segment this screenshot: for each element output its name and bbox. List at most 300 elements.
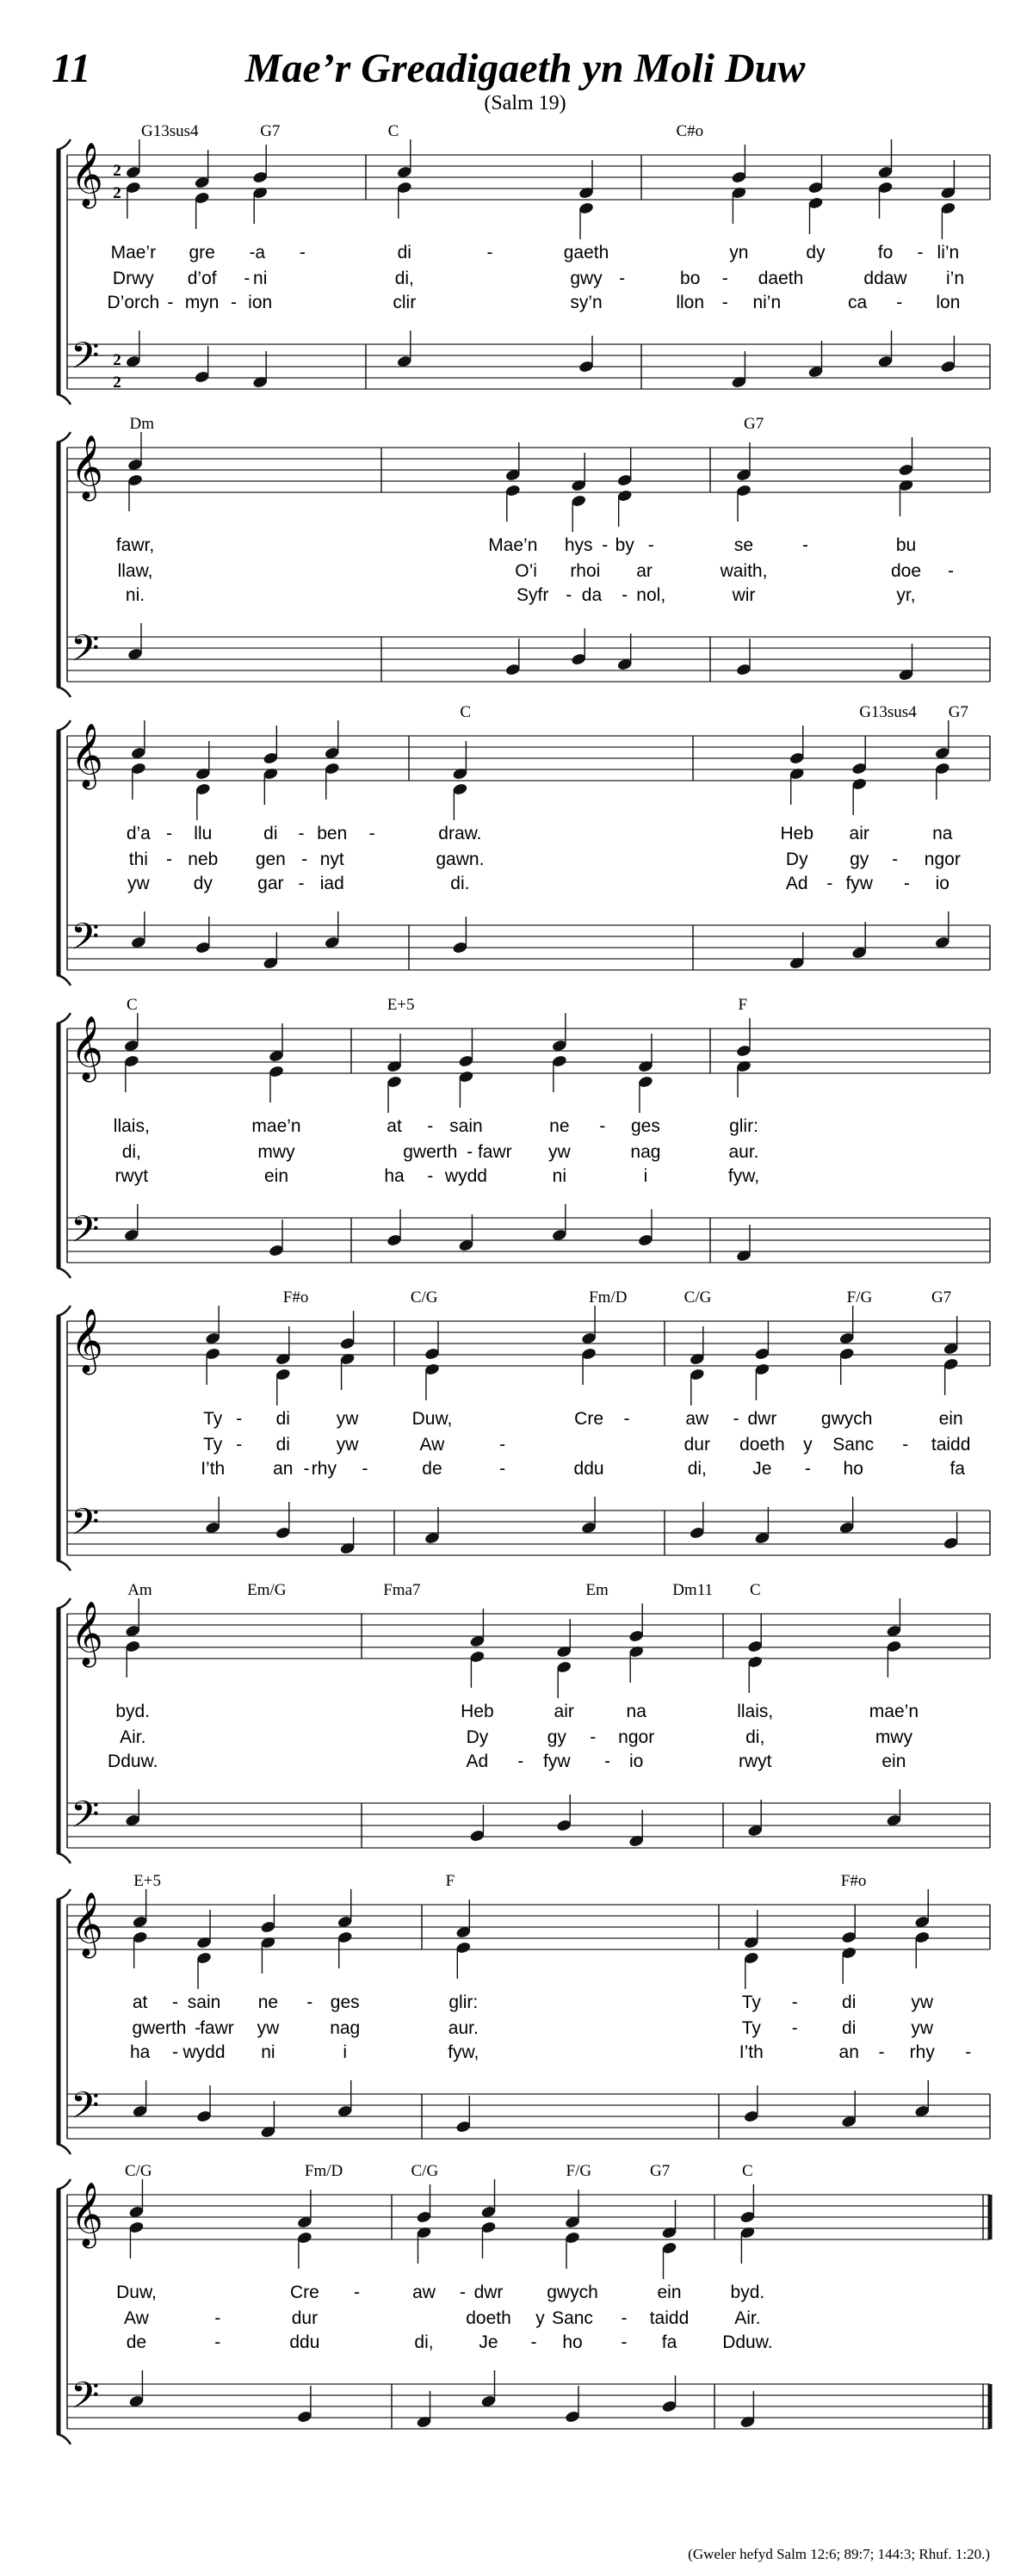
lyric-syllable: ho bbox=[843, 1459, 863, 1479]
lyric-syllable: yw bbox=[911, 1992, 934, 2012]
lyric-hyphen: - bbox=[602, 535, 609, 555]
lyric-hyphen: - bbox=[195, 2018, 201, 2038]
lyric-syllable: ar bbox=[636, 561, 653, 581]
lyric-hyphen: - bbox=[721, 293, 728, 312]
chord-symbol: C/G bbox=[410, 1288, 438, 1307]
lyric-syllable: I’th bbox=[739, 2042, 764, 2062]
bracket-bottom-hook bbox=[57, 2434, 71, 2444]
treble-clef-icon: 𝄞 bbox=[71, 1309, 103, 1373]
lyric-hyphen: - bbox=[802, 535, 808, 555]
time-signature-bottom: 2 bbox=[113, 184, 121, 202]
lyric-syllable: di, bbox=[394, 269, 414, 288]
lyric-syllable: Dduw. bbox=[722, 2332, 773, 2352]
lyric-syllable: fa bbox=[661, 2332, 677, 2352]
lyric-syllable: yw bbox=[127, 874, 150, 893]
bracket-top-hook bbox=[57, 2179, 71, 2190]
lyric-hyphen: - bbox=[306, 1992, 313, 2012]
lyric-syllable: llais, bbox=[737, 1702, 774, 1721]
lyric-syllable: gar bbox=[257, 874, 284, 893]
lyric-syllable: di bbox=[263, 824, 278, 843]
reference-footer: (Gweler hefyd Salm 12:6; 89:7; 144:3; Rhuf. 1:20.) bbox=[688, 2546, 990, 2562]
lyric-hyphen: - bbox=[619, 269, 626, 288]
lyric-hyphen: - bbox=[236, 1409, 243, 1429]
lyric-hyphen: - bbox=[791, 1992, 798, 2012]
lyric-syllable: at bbox=[387, 1116, 402, 1136]
lyric-syllable: doe bbox=[890, 561, 922, 581]
bracket-bottom-hook bbox=[57, 1853, 71, 1863]
lyric-syllable: aw bbox=[412, 2283, 436, 2302]
system-7 bbox=[57, 1872, 990, 2154]
lyric-syllable: ha bbox=[384, 1166, 405, 1186]
chord-symbol: Em bbox=[585, 1581, 609, 1599]
lyric-syllable: ddu bbox=[289, 2332, 320, 2352]
treble-clef-icon: 𝄞 bbox=[71, 2183, 103, 2246]
lyric-syllable: Sanc bbox=[832, 1435, 875, 1455]
lyric-syllable: wydd bbox=[182, 2042, 226, 2062]
lyric-syllable: io bbox=[935, 874, 949, 893]
lyric-syllable: d’of bbox=[187, 269, 217, 288]
lyric-syllable: ngor bbox=[924, 849, 961, 869]
lyric-syllable: y bbox=[803, 1435, 813, 1455]
lyric-syllable: i bbox=[343, 2042, 348, 2062]
lyric-syllable: rhy bbox=[909, 2042, 935, 2062]
lyric-syllable: Ty bbox=[203, 1409, 223, 1429]
lyric-syllable: di, bbox=[687, 1459, 707, 1479]
bracket-top-hook bbox=[57, 1598, 71, 1609]
lyric-syllable: ges bbox=[631, 1116, 660, 1136]
lyric-hyphen: - bbox=[804, 1459, 811, 1479]
lyric-hyphen: - bbox=[903, 874, 910, 893]
chord-symbol: Dm bbox=[129, 415, 154, 433]
time-signature-top: 2 bbox=[113, 351, 121, 369]
lyric-hyphen: - bbox=[172, 2042, 179, 2062]
lyric-hyphen: - bbox=[566, 585, 572, 605]
lyric-syllable: fawr bbox=[200, 2018, 234, 2038]
lyric-syllable: dwr bbox=[747, 1409, 777, 1429]
lyric-syllable: gwych bbox=[547, 2283, 598, 2302]
lyric-hyphen: - bbox=[721, 269, 728, 288]
lyric-syllable: llu bbox=[194, 824, 213, 843]
lyric-syllable: iad bbox=[319, 874, 344, 893]
lyric-syllable: gen bbox=[255, 849, 286, 869]
lyric-hyphen: - bbox=[467, 1142, 473, 1162]
lyric-syllable: fawr, bbox=[115, 535, 155, 555]
lyric-syllable: glir: bbox=[448, 1992, 479, 2012]
lyric-syllable: Aw bbox=[419, 1435, 445, 1455]
lyric-syllable: de bbox=[422, 1459, 442, 1479]
lyric-syllable: mae’n bbox=[869, 1702, 919, 1721]
lyric-hyphen: - bbox=[965, 2042, 972, 2062]
lyric-syllable: ein bbox=[881, 1751, 906, 1771]
lyric-hyphen: - bbox=[517, 1751, 524, 1771]
lyric-syllable: i bbox=[643, 1166, 648, 1186]
chord-symbol: F bbox=[445, 1872, 455, 1890]
lyric-syllable: Air. bbox=[120, 1727, 146, 1747]
treble-clef-icon: 𝄞 bbox=[71, 1602, 103, 1665]
lyric-syllable: di bbox=[275, 1435, 290, 1455]
lyric-syllable: di bbox=[842, 1992, 857, 2012]
lyric-syllable: gwy bbox=[570, 269, 603, 288]
lyric-syllable: nag bbox=[330, 2018, 361, 2038]
lyric-syllable: D’orch bbox=[107, 293, 160, 312]
lyric-syllable: gwerth bbox=[403, 1142, 458, 1162]
lyric-syllable: hys bbox=[564, 535, 593, 555]
lyric-hyphen: - bbox=[948, 561, 954, 581]
chord-symbol: C/G bbox=[411, 2162, 439, 2180]
lyric-syllable: Sanc bbox=[552, 2308, 593, 2328]
lyric-syllable: Ty bbox=[741, 2018, 761, 2038]
lyric-hyphen: - bbox=[621, 2332, 628, 2352]
lyric-syllable: Mae’r bbox=[110, 243, 157, 263]
chord-symbol: G7 bbox=[260, 122, 281, 140]
lyric-syllable: mae’n bbox=[251, 1116, 301, 1136]
lyric-syllable: Cre bbox=[289, 2283, 319, 2302]
lyric-hyphen: - bbox=[604, 1751, 611, 1771]
chord-symbol: C/G bbox=[684, 1288, 712, 1307]
bracket-top-hook bbox=[57, 1013, 71, 1023]
lyric-hyphen: - bbox=[622, 585, 628, 605]
lyric-syllable: yr, bbox=[896, 585, 916, 605]
system-3 bbox=[57, 703, 990, 985]
lyric-syllable: y bbox=[535, 2308, 545, 2328]
treble-clef-icon: 𝄞 bbox=[71, 1893, 103, 1956]
lyric-syllable: aw bbox=[685, 1409, 709, 1429]
lyric-hyphen: - bbox=[733, 1409, 739, 1429]
music-systems bbox=[57, 122, 990, 2444]
chord-symbol: Fm/D bbox=[589, 1288, 628, 1307]
lyric-hyphen: - bbox=[647, 535, 654, 555]
lyric-hyphen: - bbox=[172, 1992, 179, 2012]
lyric-hyphen: - bbox=[530, 2332, 537, 2352]
lyric-syllable: doeth bbox=[739, 1435, 785, 1455]
lyric-syllable: ni bbox=[253, 269, 268, 288]
chord-symbol: Fma7 bbox=[383, 1581, 421, 1599]
hymn-title: Mae’r Greadigaeth yn Moli Duw bbox=[244, 46, 806, 91]
lyric-syllable: gre bbox=[189, 243, 215, 263]
lyric-hyphen: - bbox=[214, 2332, 221, 2352]
lyric-hyphen: - bbox=[298, 874, 305, 893]
lyric-syllable: Duw, bbox=[116, 2283, 157, 2302]
chord-symbol: C/G bbox=[124, 2162, 152, 2180]
chord-symbol: G7 bbox=[931, 1288, 952, 1307]
lyric-syllable: ni bbox=[261, 2042, 275, 2062]
lyric-hyphen: - bbox=[896, 293, 903, 312]
bracket-bottom-hook bbox=[57, 687, 71, 697]
lyric-syllable: yw bbox=[336, 1409, 359, 1429]
lyric-hyphen: - bbox=[590, 1727, 597, 1747]
chord-symbol: F#o bbox=[840, 1872, 867, 1890]
lyric-syllable: di, bbox=[745, 1727, 765, 1747]
bracket-top-hook bbox=[57, 432, 71, 442]
treble-clef-icon: 𝄞 bbox=[71, 143, 103, 207]
bass-clef-icon: 𝄢 bbox=[71, 335, 100, 386]
lyric-syllable: ne bbox=[549, 1116, 570, 1136]
lyric-syllable: Heb bbox=[780, 824, 814, 843]
lyric-syllable: Dy bbox=[785, 849, 808, 869]
chord-symbol: G13sus4 bbox=[141, 122, 199, 140]
lyric-syllable: an bbox=[273, 1459, 294, 1479]
bracket-bottom-hook bbox=[57, 975, 71, 985]
lyric-syllable: ges bbox=[330, 1992, 360, 2012]
lyric-hyphen: - bbox=[231, 293, 237, 312]
lyric-syllable: se bbox=[733, 535, 754, 555]
lyric-syllable: Ty bbox=[203, 1435, 223, 1455]
chord-symbol: E+5 bbox=[133, 1872, 162, 1890]
lyric-syllable: gwerth bbox=[132, 2018, 187, 2038]
chord-symbol: G13sus4 bbox=[859, 703, 917, 721]
bass-clef-icon: 𝄢 bbox=[71, 916, 100, 967]
lyric-syllable: doeth bbox=[466, 2308, 511, 2328]
lyric-syllable: ion bbox=[248, 293, 273, 312]
lyric-syllable: yw bbox=[336, 1435, 359, 1455]
bracket-top-hook bbox=[57, 1306, 71, 1316]
lyric-syllable: ca bbox=[848, 293, 868, 312]
lyric-syllable: di bbox=[275, 1409, 290, 1429]
lyric-syllable: sain bbox=[187, 1992, 221, 2012]
lyric-syllable: ni. bbox=[125, 585, 145, 605]
lyric-syllable: rhy bbox=[311, 1459, 337, 1479]
lyric-syllable: yw bbox=[257, 2018, 280, 2038]
lyric-syllable: air bbox=[554, 1702, 574, 1721]
lyric-syllable: da bbox=[581, 585, 603, 605]
system-1 bbox=[57, 122, 990, 405]
chord-symbol: Dm11 bbox=[672, 1581, 713, 1599]
lyric-syllable: bu bbox=[895, 535, 917, 555]
lyric-syllable: an bbox=[838, 2042, 859, 2062]
lyric-syllable: fyw bbox=[543, 1751, 571, 1771]
lyric-syllable: ein bbox=[657, 2283, 682, 2302]
chord-symbol: C bbox=[460, 703, 472, 721]
lyric-syllable: wydd bbox=[444, 1166, 487, 1186]
chord-symbol: F/G bbox=[566, 2162, 592, 2180]
chord-symbol: Fm/D bbox=[304, 2162, 343, 2180]
lyric-hyphen: - bbox=[486, 243, 493, 263]
lyric-hyphen: - bbox=[303, 1459, 310, 1479]
lyric-syllable: I’th bbox=[201, 1459, 226, 1479]
lyric-syllable: air bbox=[849, 824, 869, 843]
lyric-syllable: ho bbox=[562, 2332, 583, 2352]
lyric-syllable: sy’n bbox=[570, 293, 603, 312]
chord-symbol: Em/G bbox=[247, 1581, 287, 1599]
lyric-hyphen: - bbox=[878, 2042, 885, 2062]
chord-symbol: F bbox=[738, 996, 748, 1014]
lyric-syllable: rwyt bbox=[114, 1166, 149, 1186]
lyric-syllable: Je bbox=[479, 2332, 498, 2352]
lyric-syllable: Aw bbox=[124, 2308, 149, 2328]
lyric-syllable: llaw, bbox=[117, 561, 153, 581]
lyric-syllable: gaeth bbox=[563, 243, 609, 263]
lyric-syllable: ha bbox=[129, 2042, 151, 2062]
chord-symbol: G7 bbox=[650, 2162, 671, 2180]
lyric-syllable: dy bbox=[193, 874, 213, 893]
lyric-syllable: thi bbox=[128, 849, 148, 869]
lyric-syllable: dur bbox=[291, 2308, 319, 2328]
lyric-syllable: O’i bbox=[515, 561, 537, 581]
lyric-syllable: de bbox=[126, 2332, 147, 2352]
bracket-top-hook bbox=[57, 720, 71, 731]
lyric-syllable: Ty bbox=[741, 1992, 761, 2012]
lyric-syllable: llon bbox=[676, 293, 705, 312]
lyric-hyphen: - bbox=[301, 849, 308, 869]
bracket-bottom-hook bbox=[57, 1268, 71, 1278]
lyric-hyphen: - bbox=[214, 2308, 221, 2328]
lyric-syllable: ngor bbox=[618, 1727, 655, 1747]
lyric-syllable: nyt bbox=[319, 849, 344, 869]
lyric-syllable: mwy bbox=[875, 1727, 912, 1747]
lyric-syllable: nol, bbox=[636, 585, 666, 605]
lyric-syllable: di bbox=[397, 243, 411, 263]
lyric-syllable: byd. bbox=[730, 2283, 765, 2302]
lyric-hyphen: - bbox=[166, 824, 173, 843]
lyric-syllable: Duw, bbox=[411, 1409, 453, 1429]
lyric-syllable: aur. bbox=[448, 2018, 479, 2038]
lyric-syllable: byd. bbox=[115, 1702, 151, 1721]
lyric-syllable: taidd bbox=[649, 2308, 690, 2328]
lyric-syllable: ein bbox=[938, 1409, 963, 1429]
lyric-syllable: Mae’n bbox=[488, 535, 538, 555]
lyric-syllable: ddu bbox=[573, 1459, 604, 1479]
lyric-hyphen: - bbox=[166, 849, 173, 869]
lyric-syllable: li’n bbox=[937, 243, 960, 263]
chord-symbol: C bbox=[750, 1581, 761, 1599]
lyric-syllable: yn bbox=[729, 243, 749, 263]
lyric-syllable: Air. bbox=[734, 2308, 761, 2328]
lyric-syllable: Dy bbox=[466, 1727, 489, 1747]
bass-clef-icon: 𝄢 bbox=[71, 2375, 100, 2426]
chord-symbol: C bbox=[387, 122, 399, 140]
lyric-syllable: wir bbox=[732, 585, 756, 605]
lyric-hyphen: - bbox=[826, 874, 833, 893]
lyric-syllable: Ad bbox=[785, 874, 808, 893]
chord-symbol: F#o bbox=[282, 1288, 309, 1307]
lyric-syllable: glir: bbox=[729, 1116, 758, 1136]
lyric-syllable: bo bbox=[680, 269, 701, 288]
chord-symbol: G7 bbox=[948, 703, 968, 721]
bracket-bottom-hook bbox=[57, 1560, 71, 1571]
lyric-syllable: io bbox=[629, 1751, 644, 1771]
lyric-syllable: llais, bbox=[113, 1116, 150, 1136]
chord-symbol: E+5 bbox=[387, 996, 415, 1014]
lyric-hyphen: - bbox=[368, 824, 375, 843]
lyric-syllable: na bbox=[626, 1702, 646, 1721]
lyric-hyphen: - bbox=[354, 2283, 361, 2302]
bass-clef-icon: 𝄢 bbox=[71, 1501, 100, 1553]
lyric-syllable: myn bbox=[184, 293, 220, 312]
system-2 bbox=[57, 415, 990, 697]
treble-clef-icon: 𝄞 bbox=[71, 1016, 103, 1080]
hymn-number: 11 bbox=[52, 46, 91, 91]
lyric-syllable: Heb bbox=[461, 1702, 494, 1721]
lyric-syllable: ne bbox=[257, 1992, 279, 2012]
lyric-syllable: fyw, bbox=[727, 1166, 760, 1186]
lyric-syllable: clir bbox=[393, 293, 417, 312]
lyric-hyphen: - bbox=[892, 849, 899, 869]
bracket-top-hook bbox=[57, 139, 71, 150]
system-5 bbox=[57, 1288, 990, 1571]
lyric-syllable: dur bbox=[684, 1435, 710, 1455]
bracket-top-hook bbox=[57, 1889, 71, 1900]
bracket-bottom-hook bbox=[57, 394, 71, 405]
lyric-hyphen: - bbox=[249, 243, 256, 263]
lyric-syllable: lon bbox=[936, 293, 961, 312]
lyric-syllable: draw. bbox=[438, 824, 482, 843]
lyric-syllable: rwyt bbox=[738, 1751, 772, 1771]
lyric-hyphen: - bbox=[902, 1435, 909, 1455]
bracket-bottom-hook bbox=[57, 2144, 71, 2154]
time-signature-top: 2 bbox=[113, 162, 121, 180]
lyric-hyphen: - bbox=[362, 1459, 368, 1479]
lyric-hyphen: - bbox=[917, 243, 924, 263]
lyric-hyphen: - bbox=[623, 1409, 630, 1429]
lyric-syllable: dwr bbox=[473, 2283, 504, 2302]
chord-symbol: C#o bbox=[676, 122, 704, 140]
system-6 bbox=[57, 1581, 990, 1863]
lyric-syllable: Drwy bbox=[112, 269, 154, 288]
lyric-syllable: ddaw bbox=[863, 269, 907, 288]
lyric-syllable: Je bbox=[752, 1459, 772, 1479]
lyric-syllable: mwy bbox=[257, 1142, 295, 1162]
lyric-hyphen: - bbox=[791, 2018, 798, 2038]
bass-clef-icon: 𝄢 bbox=[71, 627, 100, 679]
hymn-subtitle: (Salm 19) bbox=[484, 92, 566, 114]
lyric-syllable: fawr bbox=[477, 1142, 512, 1162]
lyric-syllable: yw bbox=[911, 2018, 934, 2038]
lyric-syllable: gawn. bbox=[436, 849, 485, 869]
lyric-syllable: daeth bbox=[758, 269, 804, 288]
lyric-syllable: Dduw. bbox=[108, 1751, 158, 1771]
lyric-hyphen: - bbox=[236, 1435, 243, 1455]
chord-symbol: C bbox=[127, 996, 138, 1014]
chord-symbol: F/G bbox=[846, 1288, 873, 1307]
lyric-syllable: yw bbox=[548, 1142, 571, 1162]
lyric-syllable: fyw bbox=[845, 874, 873, 893]
chord-symbol: G7 bbox=[744, 415, 764, 433]
lyric-syllable: ni’n bbox=[752, 293, 782, 312]
lyric-syllable: nag bbox=[630, 1142, 661, 1162]
lyric-hyphen: - bbox=[427, 1116, 434, 1136]
bass-clef-icon: 𝄢 bbox=[71, 2085, 100, 2136]
lyric-hyphen: - bbox=[167, 293, 174, 312]
chord-symbol: C bbox=[742, 2162, 753, 2180]
lyric-syllable: di. bbox=[450, 874, 470, 893]
lyric-syllable: d’a bbox=[126, 824, 151, 843]
lyric-syllable: waith, bbox=[720, 561, 768, 581]
lyric-syllable: gy bbox=[850, 849, 869, 869]
lyric-syllable: Syfr bbox=[516, 585, 549, 605]
lyric-syllable: fa bbox=[949, 1459, 965, 1479]
lyric-syllable: ni bbox=[552, 1166, 567, 1186]
lyric-hyphen: - bbox=[244, 269, 251, 288]
system-4 bbox=[57, 996, 990, 1278]
lyric-syllable: fo bbox=[877, 243, 894, 263]
treble-clef-icon: 𝄞 bbox=[71, 724, 103, 788]
lyric-syllable: at bbox=[132, 1992, 148, 2012]
lyric-syllable: gwych bbox=[820, 1409, 873, 1429]
lyric-hyphen: - bbox=[621, 2308, 628, 2328]
lyric-syllable: dy bbox=[806, 243, 826, 263]
lyric-hyphen: - bbox=[299, 243, 306, 263]
lyric-hyphen: - bbox=[599, 1116, 606, 1136]
lyric-syllable: fyw, bbox=[448, 2042, 479, 2062]
lyric-syllable: i’n bbox=[945, 269, 965, 288]
lyric-syllable: sain bbox=[449, 1116, 483, 1136]
lyric-syllable: rhoi bbox=[570, 561, 601, 581]
lyric-syllable: di, bbox=[414, 2332, 434, 2352]
time-signature-bottom: 2 bbox=[113, 374, 121, 392]
lyric-hyphen: - bbox=[499, 1435, 506, 1455]
lyric-syllable: di, bbox=[121, 1142, 141, 1162]
lyric-hyphen: - bbox=[427, 1166, 434, 1186]
